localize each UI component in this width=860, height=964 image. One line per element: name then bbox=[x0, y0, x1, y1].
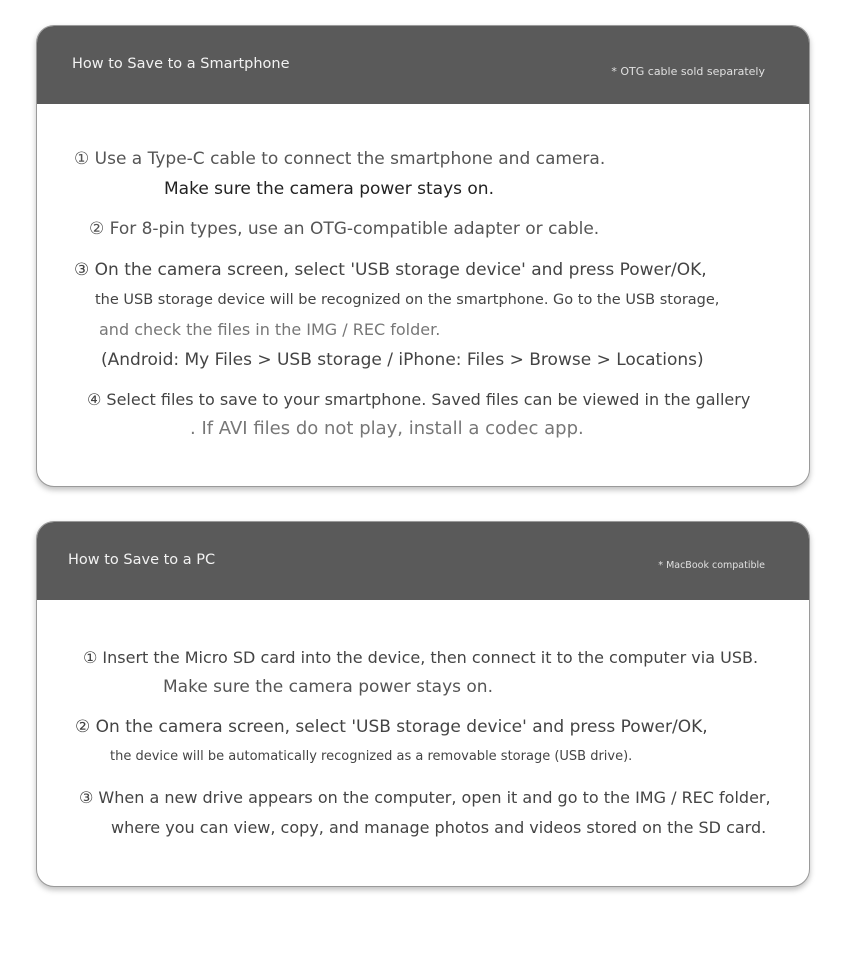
step-1-line: ① Use a Type-C cable to connect the smartphone and camera. bbox=[74, 149, 606, 169]
step-4-line: ④ Select files to save to your smartphone. Saved files can be viewed in the gallery bbox=[87, 390, 751, 409]
step-3-path: (Android: My Files > USB storage / iPhone: Files > Browse > Locations) bbox=[101, 350, 704, 370]
card-header bbox=[37, 522, 809, 600]
card-title: How to Save to a PC bbox=[68, 552, 216, 568]
step-1-note: Make sure the camera power stays on. bbox=[164, 179, 494, 199]
step-1-line: ① Insert the Micro SD card into the device, then connect it to the computer via USB. bbox=[83, 648, 759, 667]
card-header bbox=[37, 26, 809, 104]
smartphone-guide-card bbox=[36, 25, 810, 487]
step-4-note: . If AVI files do not play, install a codec app. bbox=[190, 418, 584, 439]
pc-guide-card bbox=[36, 521, 810, 887]
step-1-note: Make sure the camera power stays on. bbox=[163, 677, 493, 697]
step-3-folder: and check the files in the IMG / REC folder. bbox=[99, 320, 441, 339]
step-3-detail: the USB storage device will be recognized on the smartphone. Go to the USB storage, bbox=[95, 292, 720, 308]
step-2-detail: the device will be automatically recognized as a removable storage (USB drive). bbox=[110, 749, 633, 764]
step-2-line: ② On the camera screen, select 'USB storage device' and press Power/OK, bbox=[75, 717, 708, 737]
step-3-detail: where you can view, copy, and manage photos and videos stored on the SD card. bbox=[111, 818, 767, 837]
step-3-line: ③ When a new drive appears on the computer, open it and go to the IMG / REC folder, bbox=[79, 788, 771, 807]
card-title: How to Save to a Smartphone bbox=[72, 56, 290, 72]
step-2-line: ② For 8-pin types, use an OTG-compatible adapter or cable. bbox=[89, 219, 600, 239]
card-note: * MacBook compatible bbox=[658, 560, 765, 571]
card-note: * OTG cable sold separately bbox=[611, 65, 765, 78]
step-3-line: ③ On the camera screen, select 'USB storage device' and press Power/OK, bbox=[74, 260, 707, 280]
